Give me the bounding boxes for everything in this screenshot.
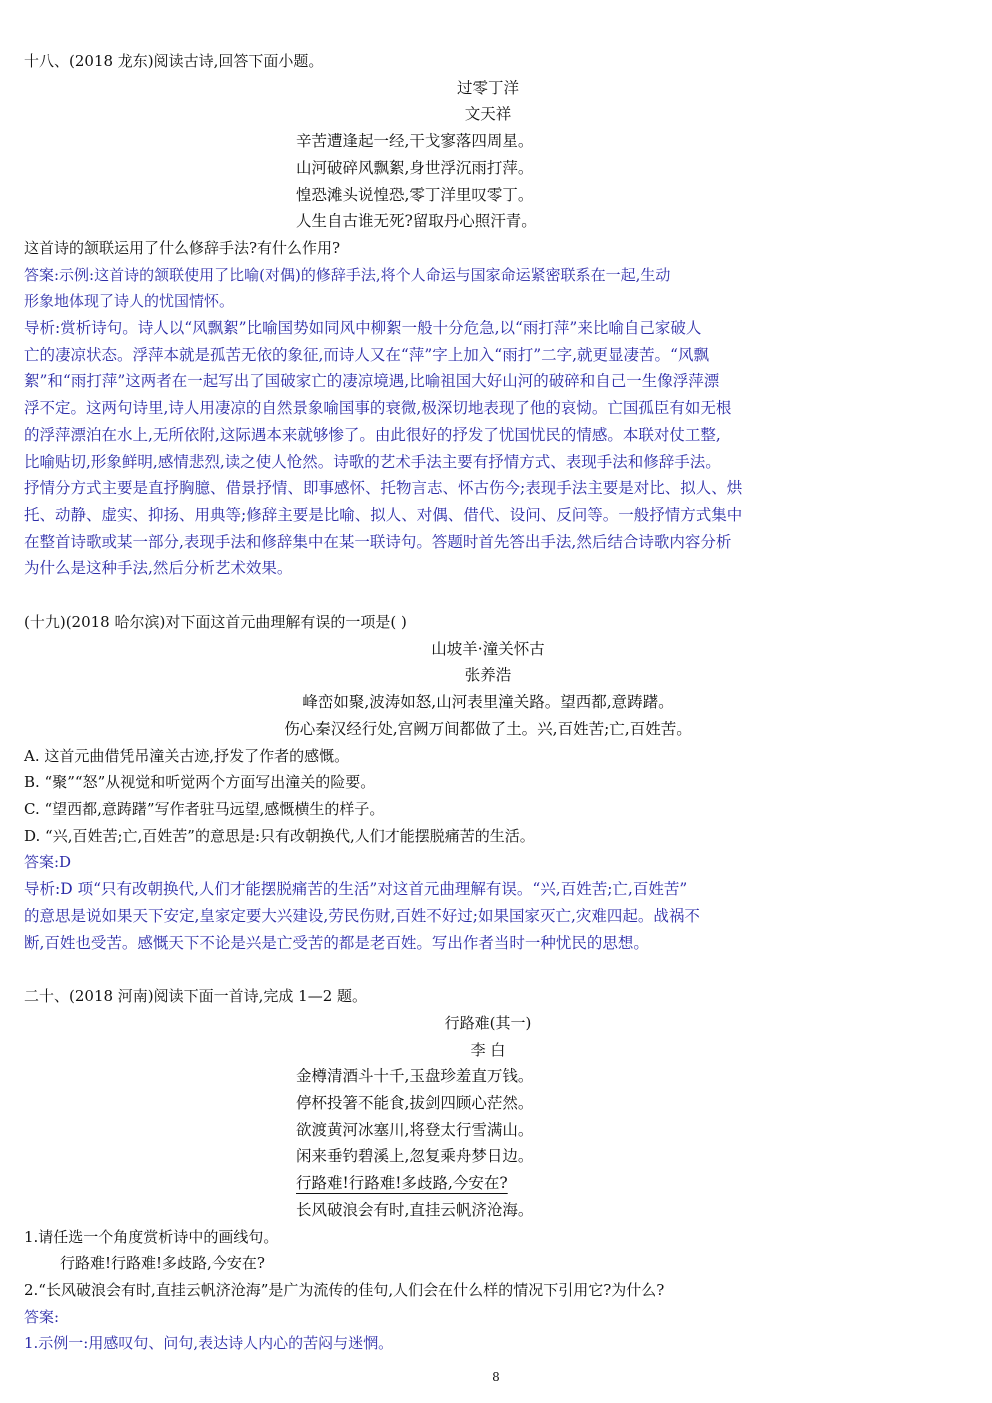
q18-analysis-line: 在整首诗歌或某一部分,表现手法和修辞集中在某一联诗句。答题时首先答出手法,然后结合诗歌内容分析 xyxy=(24,532,732,551)
underlined-text: 行路难!行路难!多歧路,今安在? xyxy=(296,1174,508,1193)
q18-analysis-line: 为什么是这种手法,然后分析艺术效果。 xyxy=(24,559,293,578)
q18-analysis-line: 比喻贴切,形象鲜明,感情悲烈,读之使人怆然。诗歌的艺术手法主要有抒情方式、表现手法和修辞手法。 xyxy=(24,452,721,471)
qu-line: 伤心秦汉经行处,宫阙万间都做了土。兴,百姓苦;亡,百姓苦。 xyxy=(284,719,692,738)
q20-question-1: 1.请任选一个角度赏析诗中的画线句。 xyxy=(24,1227,279,1246)
q18-header: 十八、(2018 龙东)阅读古诗,回答下面小题。 xyxy=(24,52,324,70)
q19-author: 张养浩 xyxy=(464,666,512,685)
option-d: D. “兴,百姓苦;亡,百姓苦”的意思是:只有改朝换代,人们才能摆脱痛苦的生活。 xyxy=(24,826,535,845)
poem-line: 停杯投箸不能食,拔剑四顾心茫然。 xyxy=(296,1094,534,1113)
page-number: 8 xyxy=(492,1370,500,1384)
section-gap xyxy=(24,956,952,983)
poem-line: 山河破碎风飘絮,身世浮沉雨打萍。 xyxy=(296,158,534,177)
q20-title: 行路难(其一) xyxy=(444,1013,532,1032)
q18-analysis-line: 亡的凄凉状态。浮萍本就是孤苦无依的象征,而诗人又在“萍”字上加入“雨打”二字,就更显凄苦。“风飘 xyxy=(24,345,709,364)
q18-analysis-line: 抒情分方式主要是直抒胸臆、借景抒情、即事感怀、托物言志、怀古伤今;表现手法主要是对比、拟人、烘 xyxy=(24,479,743,498)
poem-line: 辛苦遭逢起一经,干戈寥落四周星。 xyxy=(296,132,534,151)
qu-line: 峰峦如聚,波涛如怒,山河表里潼关路。望西都,意踌躇。 xyxy=(302,693,674,712)
q19-analysis-line: 断,百姓也受苦。感慨天下不论是兴是亡受苦的都是老百姓。写出作者当时一种忧民的思想。 xyxy=(24,933,649,952)
q20-answer-1: 1.示例一:用感叹句、问句,表达诗人内心的苦闷与迷惘。 xyxy=(24,1334,394,1353)
q20-question-2: 2.“长风破浪会有时,直挂云帆济沧海”是广为流传的佳句,人们会在什么样的情况下引用它?为什么? xyxy=(24,1280,665,1299)
q18-analysis-line: 导析:赏析诗句。诗人以“风飘絮”比喻国势如同风中柳絮一般十分危急,以“雨打萍”来比喻自己家破人 xyxy=(24,319,702,338)
q20-header: 二十、(2018 河南)阅读下面一首诗,完成 1—2 题。 xyxy=(24,987,368,1006)
poem-line: 欲渡黄河冰塞川,将登太行雪满山。 xyxy=(296,1120,534,1139)
q18-analysis-line: 的浮萍漂泊在水上,无所依附,这际遇本来就够惨了。由此很好的抒发了忧国忧民的情感。本联对仗工整, xyxy=(24,425,721,444)
q20-question-1-quote: 行路难!行路难!多歧路,今安在? xyxy=(60,1254,265,1273)
poem-line: 惶恐滩头说惶恐,零丁洋里叹零丁。 xyxy=(296,185,534,204)
q19-answer: 答案:D xyxy=(24,853,72,872)
q20-answer-label: 答案: xyxy=(24,1307,60,1326)
poem-line: 金樽清酒斗十千,玉盘珍羞直万钱。 xyxy=(296,1067,534,1086)
q18-poem-title: 过零丁洋 xyxy=(456,78,519,97)
document-page xyxy=(24,48,952,1357)
poem-line: 人生自古谁无死?留取丹心照汗青。 xyxy=(296,212,537,231)
q18-analysis-line: 絮”和“雨打萍”这两者在一起写出了国破家亡的凄凉境遇,比喻祖国大好山河的破碎和自己一生像浮萍漂 xyxy=(24,372,720,391)
section-gap xyxy=(24,582,952,609)
q20-author: 李 白 xyxy=(470,1040,506,1059)
q19-analysis-line: 的意思是说如果天下安定,皇家定要大兴建设,劳民伤财,百姓不好过;如果国家灭亡,灾难四起。战祸不 xyxy=(24,906,700,925)
q18-answer-line: 答案:示例:这首诗的颔联使用了比喻(对偶)的修辞手法,将个人命运与国家命运紧密联系在一起,生动 xyxy=(24,265,671,284)
option-b: B. “聚”“怒”从视觉和听觉两个方面写出潼关的险要。 xyxy=(24,773,376,792)
q19-header: (十九)(2018 哈尔滨)对下面这首元曲理解有误的一项是( ) xyxy=(24,613,407,632)
poem-line: 长风破浪会有时,直挂云帆济沧海。 xyxy=(296,1200,534,1219)
underlined-poem-line xyxy=(24,1170,952,1197)
q18-answer-line: 形象地体现了诗人的忧国情怀。 xyxy=(24,292,235,311)
q18-question: 这首诗的颔联运用了什么修辞手法?有什么作用? xyxy=(24,238,341,257)
option-a: A. 这首元曲借凭吊潼关古迹,抒发了作者的感慨。 xyxy=(24,746,350,765)
q18-analysis-line: 浮不定。这两句诗里,诗人用凄凉的自然景象喻国事的衰微,极深切地表现了他的哀恸。亡国孤臣有如无根 xyxy=(24,399,732,418)
poem-line: 闲来垂钓碧溪上,忽复乘舟梦日边。 xyxy=(296,1147,534,1166)
q18-poem-author: 文天祥 xyxy=(464,105,512,124)
q19-analysis-line: 导析:D 项“只有改朝换代,人们才能摆脱痛苦的生活”对这首元曲理解有误。“兴,百姓苦;亡,百姓苦” xyxy=(24,880,688,899)
q19-title: 山坡羊·潼关怀古 xyxy=(431,639,545,658)
q18-analysis-line: 托、动静、虚实、抑扬、用典等;修辞主要是比喻、拟人、对偶、借代、设问、反问等。一般抒情方式集中 xyxy=(24,505,743,524)
option-c: C. “望西都,意踌躇”写作者驻马远望,感慨横生的样子。 xyxy=(24,799,385,818)
